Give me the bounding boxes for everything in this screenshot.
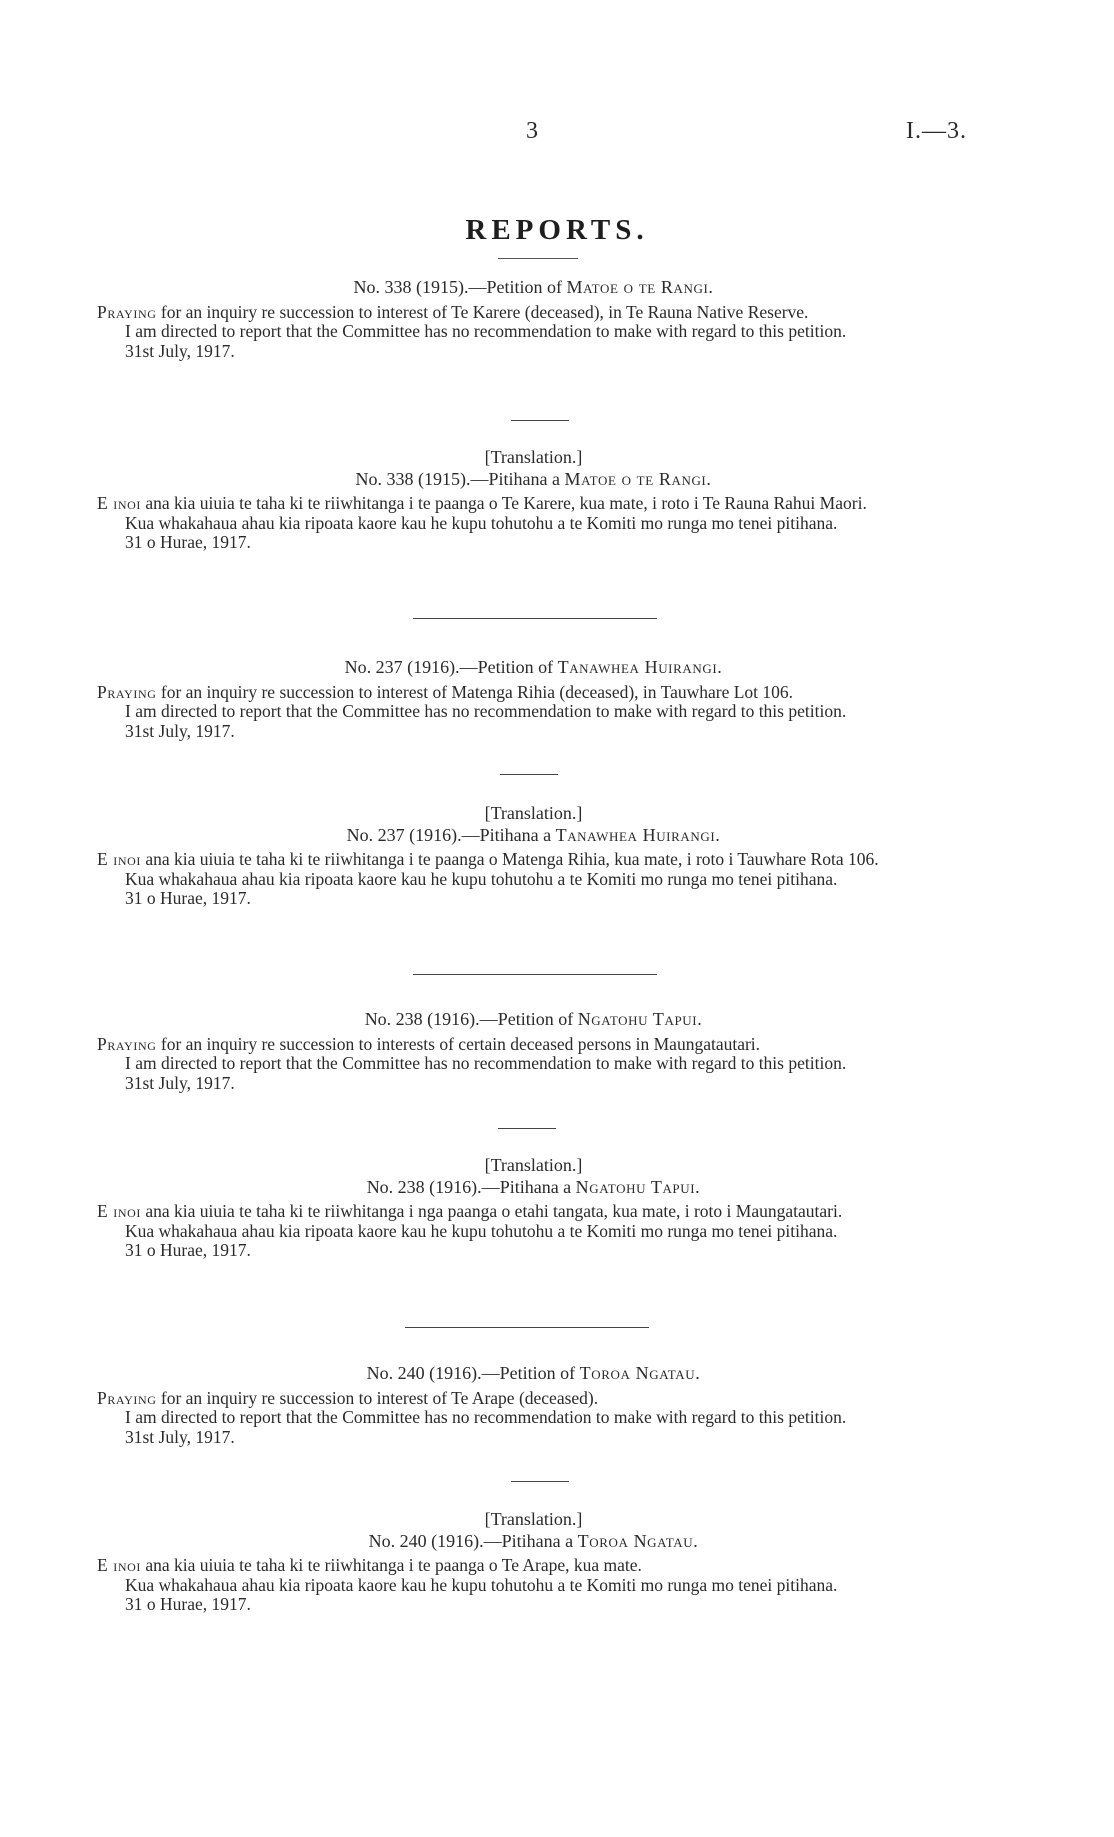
report-date: 31st July, 1917. <box>125 1072 235 1093</box>
page-header <box>0 118 1114 148</box>
report-paragraph: I am directed to report that the Committee has no recommendation to make with regard to this petition. <box>125 321 847 341</box>
section-rule <box>511 420 569 421</box>
report-paragraph: Kua whakahaua ahau kia ripoata kaore kau he kupu tohutohu a te Komiti mo runga mo tenei pitihana. <box>125 1220 838 1241</box>
report-date: 31st July, 1917. <box>125 720 235 741</box>
petition-report-237 <box>97 658 970 741</box>
translation-338 <box>97 448 970 553</box>
report-date: 31 o Hurae, 1917. <box>125 1240 251 1260</box>
heading-prefix: Pitihana a <box>479 824 552 845</box>
report-date: 31 o Hurae, 1917. <box>125 888 251 908</box>
petition-heading <box>97 278 970 298</box>
prayer-lead: Praying <box>97 301 157 322</box>
petition-report-338 <box>97 278 970 361</box>
prayer-lead: E inoi <box>97 849 141 869</box>
petition-number: No. 240 (1916).— <box>366 1363 500 1383</box>
title-rule <box>498 258 578 259</box>
prayer-lead: E inoi <box>97 1201 141 1221</box>
translation-label: [Translation.] <box>484 447 583 467</box>
petition-number: No. 238 (1916).— <box>366 1176 500 1197</box>
petition-number: No. 238 (1916).— <box>364 1009 498 1029</box>
report-paragraph: Kua whakahaua ahau kia ripoata kaore kau he kupu tohutohu a te Komiti mo runga mo tenei pitihana. <box>125 868 838 889</box>
heading-prefix: Petition of <box>477 657 554 677</box>
heading-prefix: Pitihana a <box>499 1176 572 1197</box>
prayer-paragraph <box>97 303 970 323</box>
prayer-lead: E inoi <box>97 1555 141 1575</box>
translation-240 <box>97 1510 970 1615</box>
prayer-lead: Praying <box>97 1387 157 1408</box>
petitioner-name: Matoe o te Rangi. <box>564 468 712 489</box>
section-divider <box>405 1327 649 1328</box>
prayer-paragraph <box>97 1389 970 1409</box>
heading-prefix: Pitihana a <box>501 1530 574 1551</box>
prayer-lead: Praying <box>97 681 157 702</box>
petitioner-name: Toroa Ngatau. <box>579 1363 701 1383</box>
translation-238 <box>97 1156 970 1261</box>
section-divider <box>413 974 657 975</box>
report-paragraph: I am directed to report that the Committee has no recommendation to make with regard to this petition. <box>125 701 847 721</box>
report-paragraph: I am directed to report that the Committee has no recommendation to make with regard to this petition. <box>125 1407 847 1427</box>
petition-number: No. 237 (1916).— <box>346 824 480 845</box>
prayer-paragraph <box>97 1202 970 1222</box>
petitioner-name: Tanawhea Huirangi. <box>555 824 721 845</box>
petition-report-240 <box>97 1364 970 1447</box>
petition-heading <box>97 826 970 846</box>
petitioner-name: Ngatohu Tapui. <box>575 1176 701 1197</box>
petition-number: No. 240 (1916).— <box>368 1530 502 1551</box>
prayer-text: ana kia uiuia te taha ki te riiwhitanga i nga paanga o etahi tangata, kua mate, i roto i Maungatautari. <box>145 1201 843 1221</box>
heading-prefix: Petition of <box>499 1363 576 1383</box>
petition-report-238 <box>97 1010 970 1093</box>
report-date: 31 o Hurae, 1917. <box>125 532 251 552</box>
petition-heading <box>97 470 970 490</box>
document-reference: I.—3. <box>906 118 967 144</box>
prayer-text: for an inquiry re succession to interest of Matenga Rihia (deceased), in Tauwhare Lot 106. <box>160 681 794 702</box>
petitioner-name: Toroa Ngatau. <box>577 1530 699 1551</box>
petitioner-name: Ngatohu Tapui. <box>577 1009 703 1029</box>
prayer-lead: E inoi <box>97 493 141 513</box>
translation-237 <box>97 804 970 909</box>
prayer-paragraph <box>97 1556 970 1576</box>
heading-prefix: Petition of <box>486 277 563 297</box>
prayer-text: ana kia uiuia te taha ki te riiwhitanga i te paanga o Te Karere, kua mate, i roto i Te Rauna Rahui Maori. <box>145 493 867 513</box>
translation-label: [Translation.] <box>484 803 583 823</box>
prayer-lead: Praying <box>97 1033 157 1054</box>
petition-heading <box>97 1178 970 1198</box>
prayer-paragraph <box>97 1035 970 1055</box>
prayer-paragraph <box>97 494 970 514</box>
prayer-text: ana kia uiuia te taha ki te riiwhitanga i te paanga o Te Arape, kua mate. <box>145 1555 642 1575</box>
section-rule <box>498 1128 556 1129</box>
petition-number: No. 338 (1915).— <box>353 277 487 297</box>
heading-prefix: Pitihana a <box>488 468 560 489</box>
translation-label: [Translation.] <box>484 1155 583 1175</box>
prayer-text: for an inquiry re succession to interests of certain deceased persons in Maungatautari. <box>160 1033 761 1054</box>
petition-number: No. 338 (1915).— <box>355 468 489 489</box>
page-number: 3 <box>526 118 538 144</box>
prayer-text: for an inquiry re succession to interest of Te Arape (deceased). <box>160 1387 599 1408</box>
section-rule <box>500 774 558 775</box>
petition-heading <box>97 1010 970 1030</box>
translation-label: [Translation.] <box>484 1509 583 1529</box>
report-date: 31 o Hurae, 1917. <box>125 1594 251 1614</box>
petition-number: No. 237 (1916).— <box>344 657 478 677</box>
report-date: 31st July, 1917. <box>125 1426 235 1447</box>
petition-heading <box>97 1364 970 1384</box>
petitioner-name: Matoe o te Rangi. <box>566 277 714 297</box>
prayer-paragraph <box>97 683 970 703</box>
prayer-paragraph <box>97 850 970 870</box>
prayer-text: for an inquiry re succession to interest of Te Karere (deceased), in Te Rauna Native Reserve. <box>160 301 809 322</box>
petition-heading <box>97 658 970 678</box>
report-paragraph: Kua whakahaua ahau kia ripoata kaore kau he kupu tohutohu a te Komiti mo runga mo tenei pitihana. <box>125 512 838 533</box>
section-rule <box>511 1481 569 1482</box>
heading-prefix: Petition of <box>497 1009 574 1029</box>
report-date: 31st July, 1917. <box>125 340 235 361</box>
report-paragraph: Kua whakahaua ahau kia ripoata kaore kau he kupu tohutohu a te Komiti mo runga mo tenei pitihana. <box>125 1574 838 1595</box>
report-paragraph: I am directed to report that the Committee has no recommendation to make with regard to this petition. <box>125 1053 847 1073</box>
petition-heading <box>97 1532 970 1552</box>
section-divider <box>413 618 657 619</box>
petitioner-name: Tanawhea Huirangi. <box>557 657 723 677</box>
page-title: REPORTS. <box>465 214 649 246</box>
prayer-text: ana kia uiuia te taha ki te riiwhitanga i te paanga o Matenga Rihia, kua mate, i roto i Tauwhare Rota 106. <box>145 849 879 869</box>
